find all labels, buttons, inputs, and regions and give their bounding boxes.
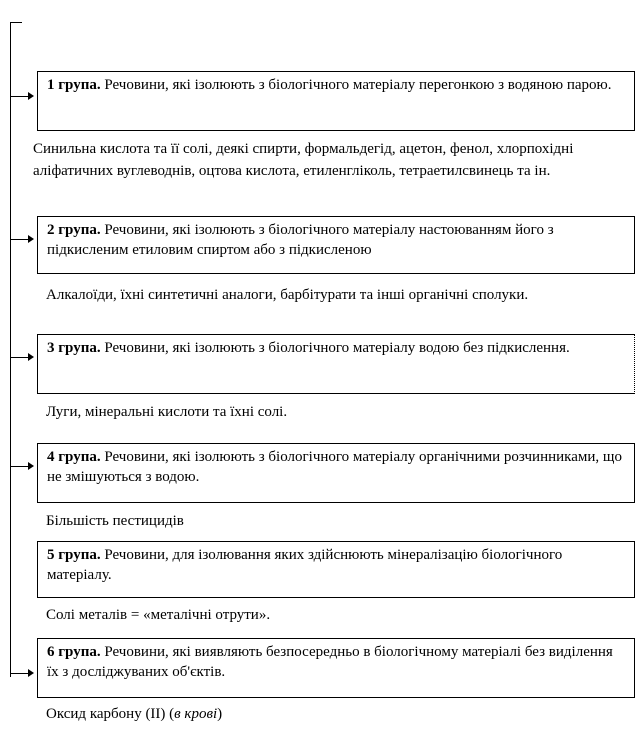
group-4-examples: Більшість пестицидів [46,513,184,529]
group-3-box [37,334,635,394]
group-6-examples-suffix: ) [217,706,223,722]
group-1-title: 1 група. [47,77,101,93]
group-3-examples: Луги, мінеральні кислоти та їхні солі. [46,404,288,420]
group-3-title: 3 група. [47,340,101,356]
arrow-group-6 [10,673,32,674]
group-6-box [37,638,635,698]
group-1-examples: Синильна кислота та її солі, деякі спирти, формальдегід, ацетон, фенол, хлорпохідні аліфатичних вуглеводнів, оцтова кислота, етиленгліколь, тетраетилсвинець та ін. [33,141,574,179]
group-1-box [37,71,635,131]
connector-spine-top [10,22,22,23]
group-2-text: Речовини, які ізолюють з біологічного матеріалу настоюванням його з підкисленим етиловим спиртом або з підкисленою [47,222,554,258]
group-6-examples-italic: в крові [174,706,218,722]
group-6-text: Речовини, які виявляють безпосередньо в біологічному матеріалі без виділення їх з досліджуваних об'єктів. [47,644,613,680]
connector-spine [10,22,11,677]
group-2-examples: Алкалоїди, їхні синтетичні аналоги, барбітурати та інші органічні сполуки. [46,287,529,303]
arrow-group-3 [10,357,32,358]
group-1-text: Речовини, які ізолюють з біологічного матеріалу перегонкою з водяною парою. [104,77,612,93]
group-6-title: 6 група. [47,644,101,660]
arrow-group-4 [10,466,32,467]
group-5-examples: Солі металів = «металічні отрути». [46,607,271,623]
group-5-box [37,541,635,598]
arrow-group-1 [10,96,32,97]
arrow-group-2 [10,239,32,240]
group-4-text: Речовини, які ізолюють з біологічного матеріалу органічними розчинниками, що не змішуються з водою. [47,449,622,485]
group-2-box [37,216,635,274]
group-5-title: 5 група. [47,547,101,563]
group-2-title: 2 група. [47,222,101,238]
group-4-title: 4 група. [47,449,101,465]
group-5-text: Речовини, для ізолювання яких здійснюють мінералізацію біологічного матеріалу. [47,547,563,583]
group-6-examples-prefix: Оксид карбону (II) ( [46,706,175,722]
group-6-examples [46,703,606,725]
group-3-text: Речовини, які ізолюють з біологічного матеріалу водою без підкислення. [104,340,570,356]
group-4-box [37,443,635,503]
